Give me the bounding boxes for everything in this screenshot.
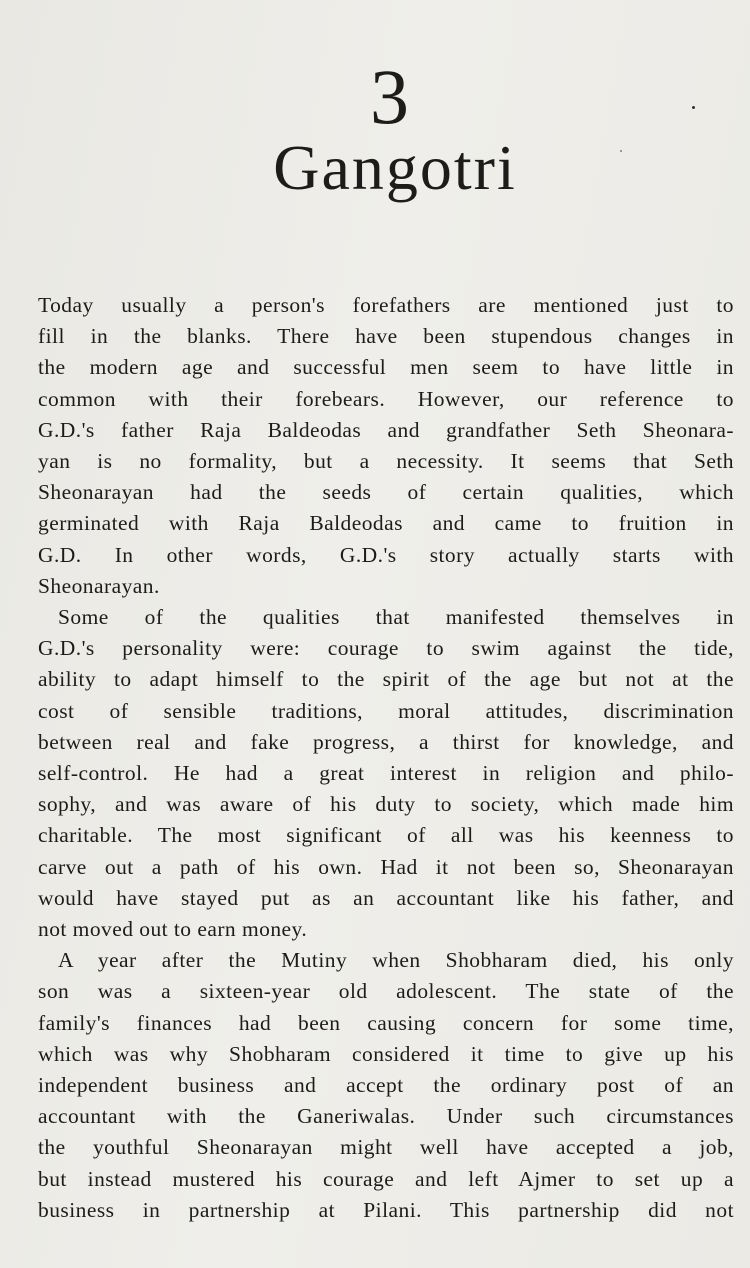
chapter-number: 3 bbox=[370, 53, 410, 140]
text-line: yan is no formality, but a necessity. It seems that Seth bbox=[38, 449, 734, 474]
text-line: but instead mustered his courage and left Ajmer to set up a bbox=[38, 1166, 734, 1191]
text-line: A year after the Mutiny when Shobharam died, his only bbox=[58, 948, 734, 973]
text-line: the modern age and successful men seem to have little in bbox=[38, 355, 734, 380]
text-line: G.D.'s father Raja Baldeodas and grandfather Seth Sheonara- bbox=[38, 417, 734, 442]
text-line: Sheonarayan. bbox=[38, 573, 160, 598]
ink-speck bbox=[620, 150, 622, 152]
text-line: the youthful Sheonarayan might well have accepted a job, bbox=[38, 1135, 734, 1160]
text-line: business in partnership at Pilani. This partnership did not bbox=[38, 1197, 734, 1222]
text-line: cost of sensible traditions, moral attitudes, discrimination bbox=[38, 698, 734, 723]
text-line: not moved out to earn money. bbox=[38, 917, 308, 942]
chapter-title: Gangotri bbox=[273, 132, 517, 203]
text-line: between real and fake progress, a thirst for knowledge, and bbox=[38, 729, 734, 754]
text-line: self-control. He had a great interest in religion and philo- bbox=[38, 761, 734, 786]
text-line: Sheonarayan had the seeds of certain qualities, which bbox=[38, 480, 734, 505]
text-line: G.D.'s personality were: courage to swim against the tide, bbox=[38, 636, 734, 661]
text-line: germinated with Raja Baldeodas and came to fruition in bbox=[38, 511, 734, 536]
ink-speck bbox=[692, 106, 695, 109]
text-line: G.D. In other words, G.D.'s story actually starts with bbox=[38, 542, 734, 567]
body-text bbox=[38, 290, 734, 1226]
text-line: charitable. The most significant of all was his keenness to bbox=[38, 823, 734, 848]
text-line: common with their forebears. However, our reference to bbox=[38, 386, 734, 411]
text-line: independent business and accept the ordinary post of an bbox=[38, 1073, 734, 1098]
text-line: carve out a path of his own. Had it not been so, Sheonarayan bbox=[38, 854, 734, 879]
text-line: son was a sixteen-year old adolescent. The state of the bbox=[38, 979, 734, 1004]
text-line: Today usually a person's forefathers are mentioned just to bbox=[38, 293, 734, 317]
text-line: would have stayed put as an accountant like his father, and bbox=[38, 885, 734, 910]
text-line: accountant with the Ganeriwalas. Under such circumstances bbox=[38, 1104, 734, 1129]
text-line: Some of the qualities that manifested themselves in bbox=[58, 605, 734, 630]
text-line: which was why Shobharam considered it time to give up his bbox=[38, 1041, 734, 1066]
text-line: family's finances had been causing concern for some time, bbox=[38, 1010, 734, 1035]
text-line: fill in the blanks. There have been stupendous changes in bbox=[38, 324, 734, 349]
text-line: ability to adapt himself to the spirit of the age but not at the bbox=[38, 667, 734, 692]
text-line: sophy, and was aware of his duty to society, which made him bbox=[38, 792, 734, 817]
